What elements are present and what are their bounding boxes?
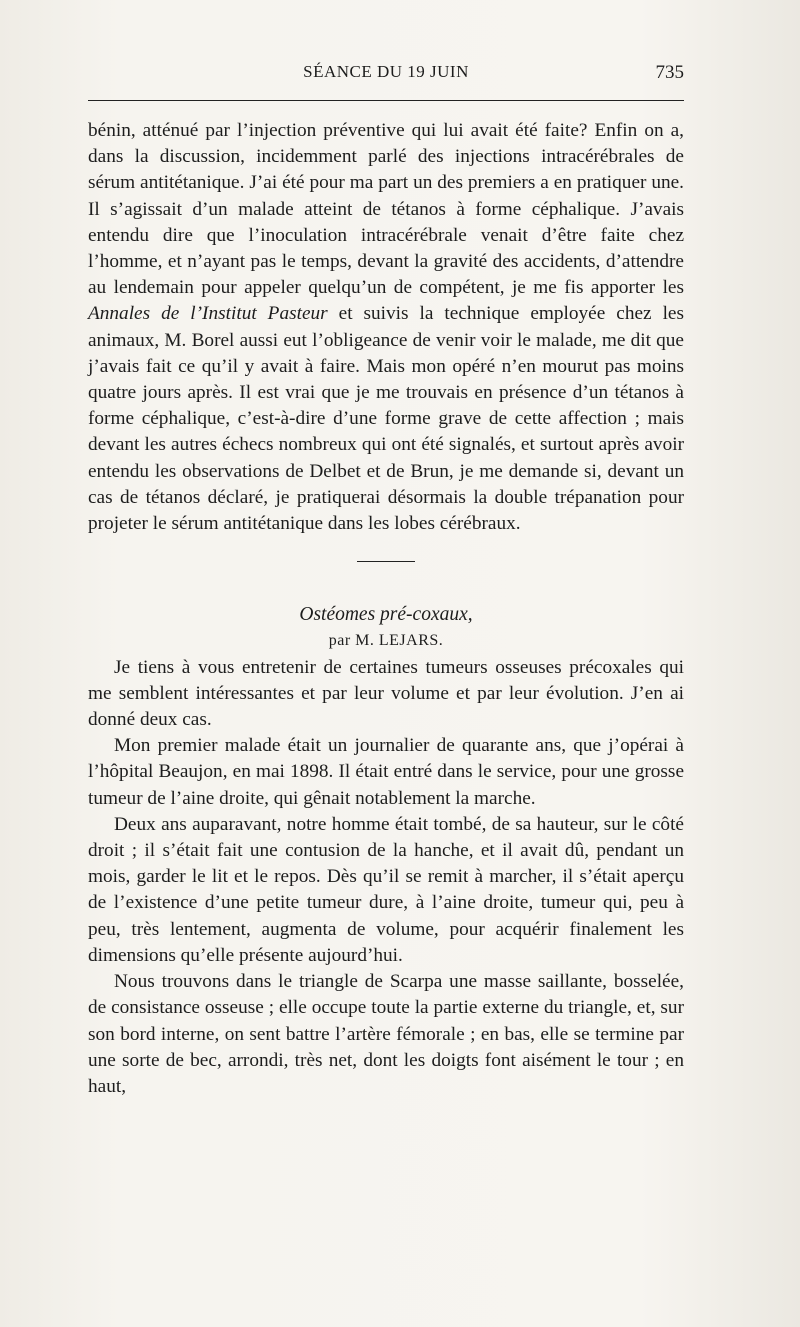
- page-header: [88, 62, 684, 90]
- page-number: 735: [655, 62, 684, 83]
- author-byline: par M. LEJARS.: [328, 632, 444, 650]
- running-head: SÉANCE DU 19 JUIN: [303, 62, 469, 81]
- paragraph: Nous trouvons dans le triangle de Scarpa une masse saillante, bosselée, de consistance osseuse ; elle occupe toute la partie externe du triangle, et, sur son bord interne, on sent battre l’artère fémorale ; en bas, elle se termine par une sorte de bec, arrondi, très net, dont les doigts font aisément le tour ; en haut,: [88, 971, 684, 1097]
- section-title: Ostéomes pré-coxaux,: [299, 604, 473, 626]
- page-body: [88, 118, 684, 1100]
- paragraph: Deux ans auparavant, notre homme était tombé, de sa hauteur, sur le côté droit ; il s’était fait une contusion de la hanche, et il avait dû, pendant un mois, garder le lit et le repos. Dès qu’il se remit à marcher, il s’était aperçu de l’existence d’une petite tumeur dure, à l’aine droite, tumeur qui, peu à peu, très lentement, augmenta de volume, pour acquérir finalement les dimensions qu’elle présente aujourd’hui.: [88, 813, 684, 966]
- header-rule: [88, 100, 684, 101]
- continued-paragraph: [88, 118, 684, 537]
- journal-reference: Annales de l’Institut Pasteur: [88, 303, 328, 325]
- section-separator: [357, 561, 415, 562]
- continued-text-b: et suivis la technique employée chez les animaux, M. Borel aussi eut l’obligeance de venir voir le malade, me dit que j’avais fait ce qu’il y avait à faire. Mais mon opéré n’en mourut pas moins quatre jours après. Il est vrai que je me trouvais en présence d’un tétanos à forme céphalique, c’est-à-dire d’une forme grave de cette affection ; mais devant les autres échecs nombreux qui ont été signalés, et surtout après avoir entendu les observations de Delbet et de Brun, je me demande si, devant un cas de tétanos déclaré, je pratiquerai désormais la double trépanation pour projeter le sérum antitétanique dans les lobes cérébraux.: [88, 303, 684, 535]
- paragraph: Je tiens à vous entretenir de certaines tumeurs osseuses précoxales qui me semblent intéressantes et par leur volume et par leur évolution. J’en ai donné deux cas.: [88, 656, 684, 731]
- paragraph: Mon premier malade était un journalier de quarante ans, que j’opérai à l’hôpital Beaujon, en mai 1898. Il était entré dans le service, pour une grosse tumeur de l’aine droite, qui gênait notablement la marche.: [88, 735, 684, 809]
- continued-text-a: bénin, atténué par l’injection préventive qui lui avait été faite? Enfin on a, dans la discussion, incidemment parlé des injections intracérébrales de sérum antitétanique. J’ai été pour ma part un des premiers a en pratiquer une. Il s’agissait d’un malade atteint de tétanos à forme céphalique. J’avais entendu dire que l’inoculation intracérébrale venait d’être faite chez l’homme, et n’ayant pas le temps, devant la gravité des accidents, d’attendre au lendemain pour appeler quelqu’un de compétent, je me fis apporter les: [88, 120, 684, 299]
